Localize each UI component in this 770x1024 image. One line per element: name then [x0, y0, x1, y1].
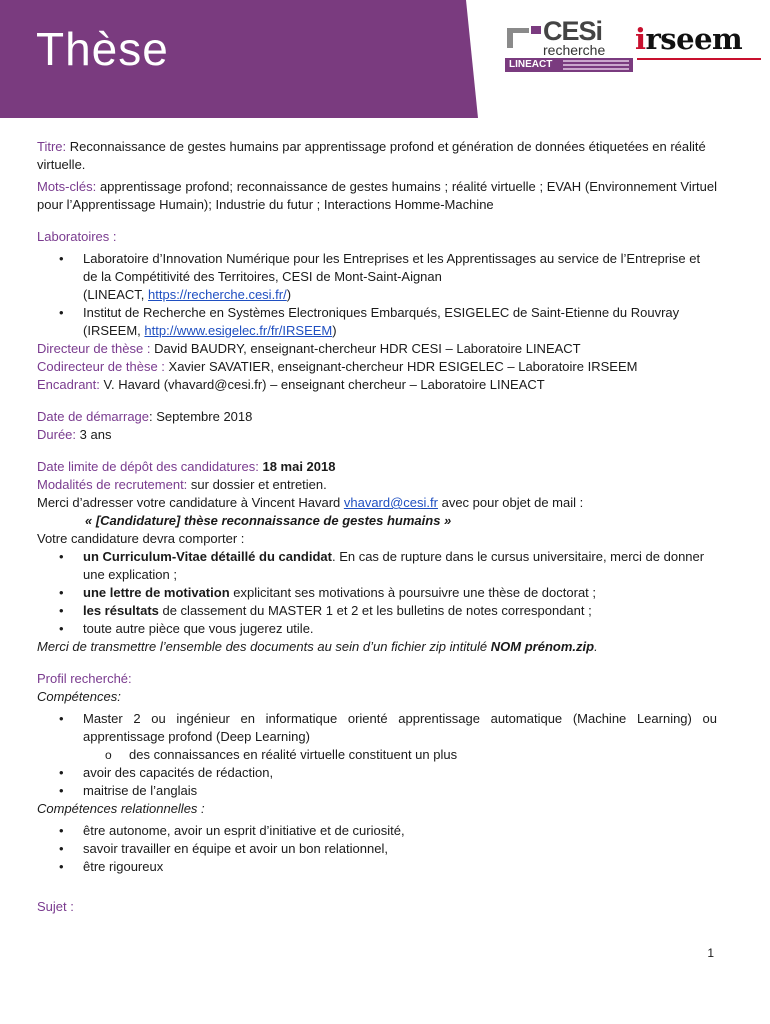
transmettre-line	[37, 638, 717, 656]
list-item	[37, 620, 717, 638]
merci-line	[37, 494, 717, 512]
document-body	[37, 138, 717, 916]
relationnelles-label: Compétences relationnelles :	[37, 801, 205, 816]
profil-label: Profil recherché:	[37, 671, 132, 686]
laboratoires-list	[37, 250, 717, 340]
page-title: Thèse	[36, 23, 169, 75]
date-limite-line	[37, 458, 717, 476]
titre-label: Titre:	[37, 139, 67, 154]
list-item: o des connaissances en réalité virtuelle constituent un plus	[37, 746, 717, 764]
item-text: explicitant ses motivations à poursuivre une thèse de doctorat ;	[229, 585, 597, 600]
directeur-line	[37, 340, 717, 358]
list-item: • avoir des capacités de rédaction,	[37, 764, 717, 782]
lineact-link[interactable]: https://recherche.cesi.fr/	[148, 287, 287, 302]
lab-ref-suffix: )	[332, 323, 337, 338]
laboratoires-label: Laboratoires :	[37, 229, 117, 244]
mots-cles-label: Mots-clés:	[37, 179, 97, 194]
candidature-list	[37, 548, 717, 638]
mots-cles-text: apprentissage profond; reconnaissance de gestes humains ; réalité virtuelle ; EVAH (Environnement Virtuel pour l’Apprentissage Humain); Industrie du futur ; Interactions Homme-Machine	[37, 179, 717, 212]
list-item: • Master 2 ou ingénieur en informatique orienté apprentissage automatique (Machine Learning) ou apprentissage profond (Deep Learning)	[37, 710, 717, 746]
transmettre-text-post: .	[594, 639, 598, 654]
zip-filename: NOM prénom.zip	[490, 639, 595, 654]
list-item	[37, 602, 717, 620]
cesi-logo-text: CESi	[543, 16, 603, 46]
cesi-logo-icon	[505, 26, 543, 52]
lab-description: Laboratoire d’Innovation Numérique pour les Entreprises et les Apprentissages au service de l’Entreprise et de la Compétitivité des Territoires, CESI de Mont-Saint-Aignan	[83, 251, 701, 284]
lineact-logo	[505, 58, 633, 72]
lineact-logo-text: LINEACT	[509, 59, 553, 70]
directeur-text: David BAUDRY, enseignant-chercheur HDR CESI – Laboratoire LINEACT	[150, 341, 581, 356]
competences-sublist	[37, 746, 717, 764]
list-item: • maitrise de l’anglais	[37, 782, 717, 800]
item-bold: les résultats	[83, 603, 159, 618]
item-text: de classement du MASTER 1 et 2 et les bulletins de notes correspondant ;	[158, 603, 592, 618]
modalites-line	[37, 476, 717, 494]
codirecteur-text: Xavier SAVATIER, enseignant-chercheur HDR ESIGELEC – Laboratoire IRSEEM	[164, 359, 638, 374]
list-item: • savoir travailler en équipe et avoir un bon relationnel,	[37, 840, 717, 858]
page-number: 1	[707, 946, 714, 960]
cesi-logo-subtitle: recherche	[543, 42, 606, 58]
competences-label: Compétences:	[37, 689, 121, 704]
lab-ref-prefix: (IRSEEM,	[83, 323, 145, 338]
relationnelles-list	[37, 822, 717, 876]
codirecteur-label: Codirecteur de thèse :	[37, 359, 165, 374]
mots-cles-line	[37, 178, 717, 214]
lab-ref-prefix: (LINEACT,	[83, 287, 149, 302]
header-banner	[0, 0, 478, 118]
titre-line	[37, 138, 717, 174]
modalites-text: sur dossier et entretien.	[187, 477, 327, 492]
merci-text-pre: Merci d’adresser votre candidature à Vincent Havard	[37, 495, 344, 510]
duree-line	[37, 426, 717, 444]
irseem-link[interactable]: http://www.esigelec.fr/fr/IRSEEM	[144, 323, 333, 338]
titre-text: Reconnaissance de gestes humains par apprentissage profond et génération de données étiquetées en réalité virtuelle.	[37, 139, 706, 172]
lab-ref-suffix: )	[286, 287, 292, 302]
lab-description: Institut de Recherche en Systèmes Electroniques Embarqués, ESIGELEC de Saint-Etienne du Rouvray	[83, 305, 680, 320]
encadrant-line	[37, 376, 717, 394]
candidature-intro: Votre candidature devra comporter :	[37, 531, 245, 546]
irseem-logo: irseem	[635, 22, 743, 56]
partner-logos	[505, 18, 765, 78]
email-subject: « [Candidature] thèse reconnaissance de gestes humains »	[85, 513, 452, 528]
date-demarrage-label: Date de démarrage	[37, 409, 150, 424]
competences-list-more	[37, 764, 717, 800]
date-limite-label: Date limite de dépôt des candidatures:	[37, 459, 259, 474]
merci-text-post: avec pour objet de mail :	[437, 495, 584, 510]
modalites-label: Modalités de recrutement:	[37, 477, 188, 492]
list-item: • être autonome, avoir un esprit d’initiative et de curiosité,	[37, 822, 717, 840]
email-link[interactable]: vhavard@cesi.fr	[343, 495, 438, 510]
duree-label: Durée:	[37, 427, 77, 442]
list-item	[37, 548, 717, 584]
encadrant-text: V. Havard (vhavard@cesi.fr) – enseignant chercheur – Laboratoire LINEACT	[99, 377, 545, 392]
encadrant-label: Encadrant:	[37, 377, 100, 392]
date-limite-value: 18 mai 2018	[258, 459, 336, 474]
lineact-fine-print	[563, 60, 629, 62]
item-bold: une lettre de motivation	[83, 585, 230, 600]
directeur-label: Directeur de thèse :	[37, 341, 151, 356]
date-demarrage-text: : Septembre 2018	[149, 409, 253, 424]
competences-list	[37, 710, 717, 746]
list-item	[37, 304, 717, 340]
sujet-label: Sujet :	[37, 899, 74, 914]
list-item: • être rigoureux	[37, 858, 717, 876]
transmettre-text-pre: Merci de transmettre l’ensemble des documents au sein d’un fichier zip intitulé	[37, 639, 491, 654]
item-text: toute autre pièce que vous jugerez utile.	[83, 621, 314, 636]
date-demarrage-line	[37, 408, 717, 426]
item-bold: un Curriculum-Vitae détaillé du candidat	[83, 549, 332, 564]
list-item	[37, 584, 717, 602]
list-item	[37, 250, 717, 304]
item-text: . En cas de rupture dans le cursus universitaire, merci de donner une explication ;	[83, 549, 705, 582]
codirecteur-line	[37, 358, 717, 376]
duree-text: 3 ans	[76, 427, 112, 442]
irseem-logo-underline	[637, 58, 761, 60]
